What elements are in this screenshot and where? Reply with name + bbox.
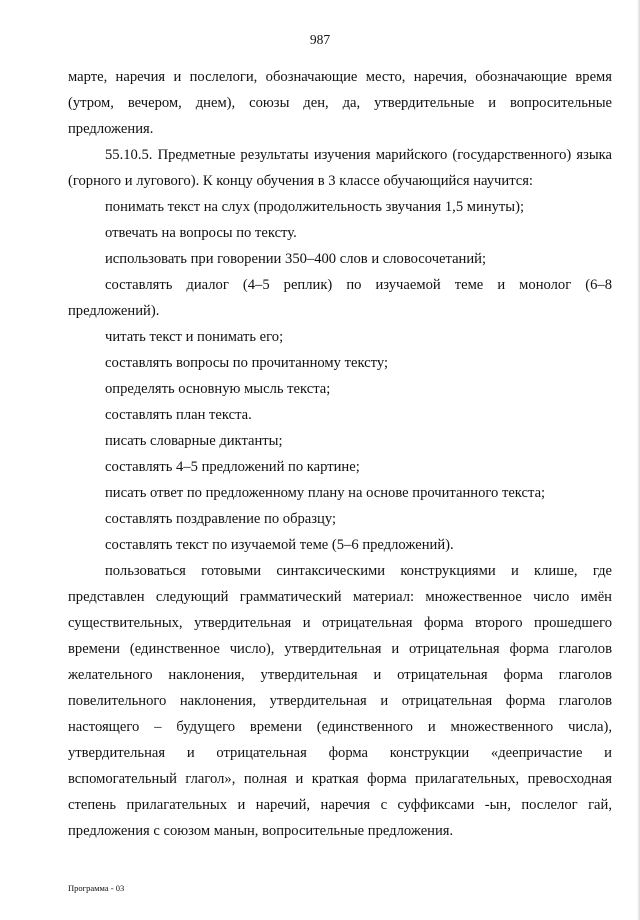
page-footer: Программа - 03	[68, 883, 125, 893]
list-item: составлять вопросы по прочитанному тексту;	[105, 355, 388, 371]
list-item: составлять поздравление по образцу;	[105, 511, 337, 527]
list-item: составлять текст по изучаемой теме (5–6 предложений).	[105, 537, 454, 553]
list-item: использовать при говорении 350–400 слов и словосочетаний;	[105, 251, 487, 267]
list-item: читать текст и понимать его;	[105, 329, 284, 345]
list-item: определять основную мысль текста;	[105, 381, 331, 397]
list-item: составлять 4–5 предложений по картине;	[105, 459, 360, 475]
body-text	[68, 64, 612, 844]
paragraph-section-heading: 55.10.5. Предметные результаты изучения марийского (государственного) языка (горного и лугового). К концу обучения в 3 классе обучающийся научится:	[68, 147, 612, 189]
list-item: писать ответ по предложенному плану на основе прочитанного текста;	[105, 485, 546, 501]
page-number: 987	[309, 32, 331, 47]
paragraph-continuation: марте, наречия и послелоги, обозначающие место, наречия, обозначающие время (утром, вечером, днем), союзы ден, да, утвердительные и вопросительные предложения.	[68, 69, 612, 137]
list-item: составлять план текста.	[105, 407, 252, 423]
list-item: понимать текст на слух (продолжительность звучания 1,5 минуты);	[105, 199, 525, 215]
list-item: отвечать на вопросы по тексту.	[105, 225, 297, 241]
list-item: составлять диалог (4–5 реплик) по изучаемой теме и монолог (6–8 предложений).	[68, 277, 612, 319]
list-item: писать словарные диктанты;	[105, 433, 283, 449]
paragraph-grammar: пользоваться готовыми синтаксическими конструкциями и клише, где представлен следующий грамматический материал: множественное число имён существительных, утвердительная и отрицательная форма второго прошедшего времени (единственное число), утвердительная и отрицательная форма глаголов желательного наклонения, утвердительная и отрицательная форма глаголов повелительного наклонения, утвердительная и отрицательная форма глаголов настоящего – будущего времени (единственного и множественного числа), утвердительная и отрицательная форма конструкции «деепричастие и вспомогательный глагол», полная и краткая форма прилагательных, превосходная степень прилагательных и наречий, наречия с суффиксами -ын, послелог гай, предложения с союзом манын, вопросительные предложения.	[68, 563, 612, 839]
